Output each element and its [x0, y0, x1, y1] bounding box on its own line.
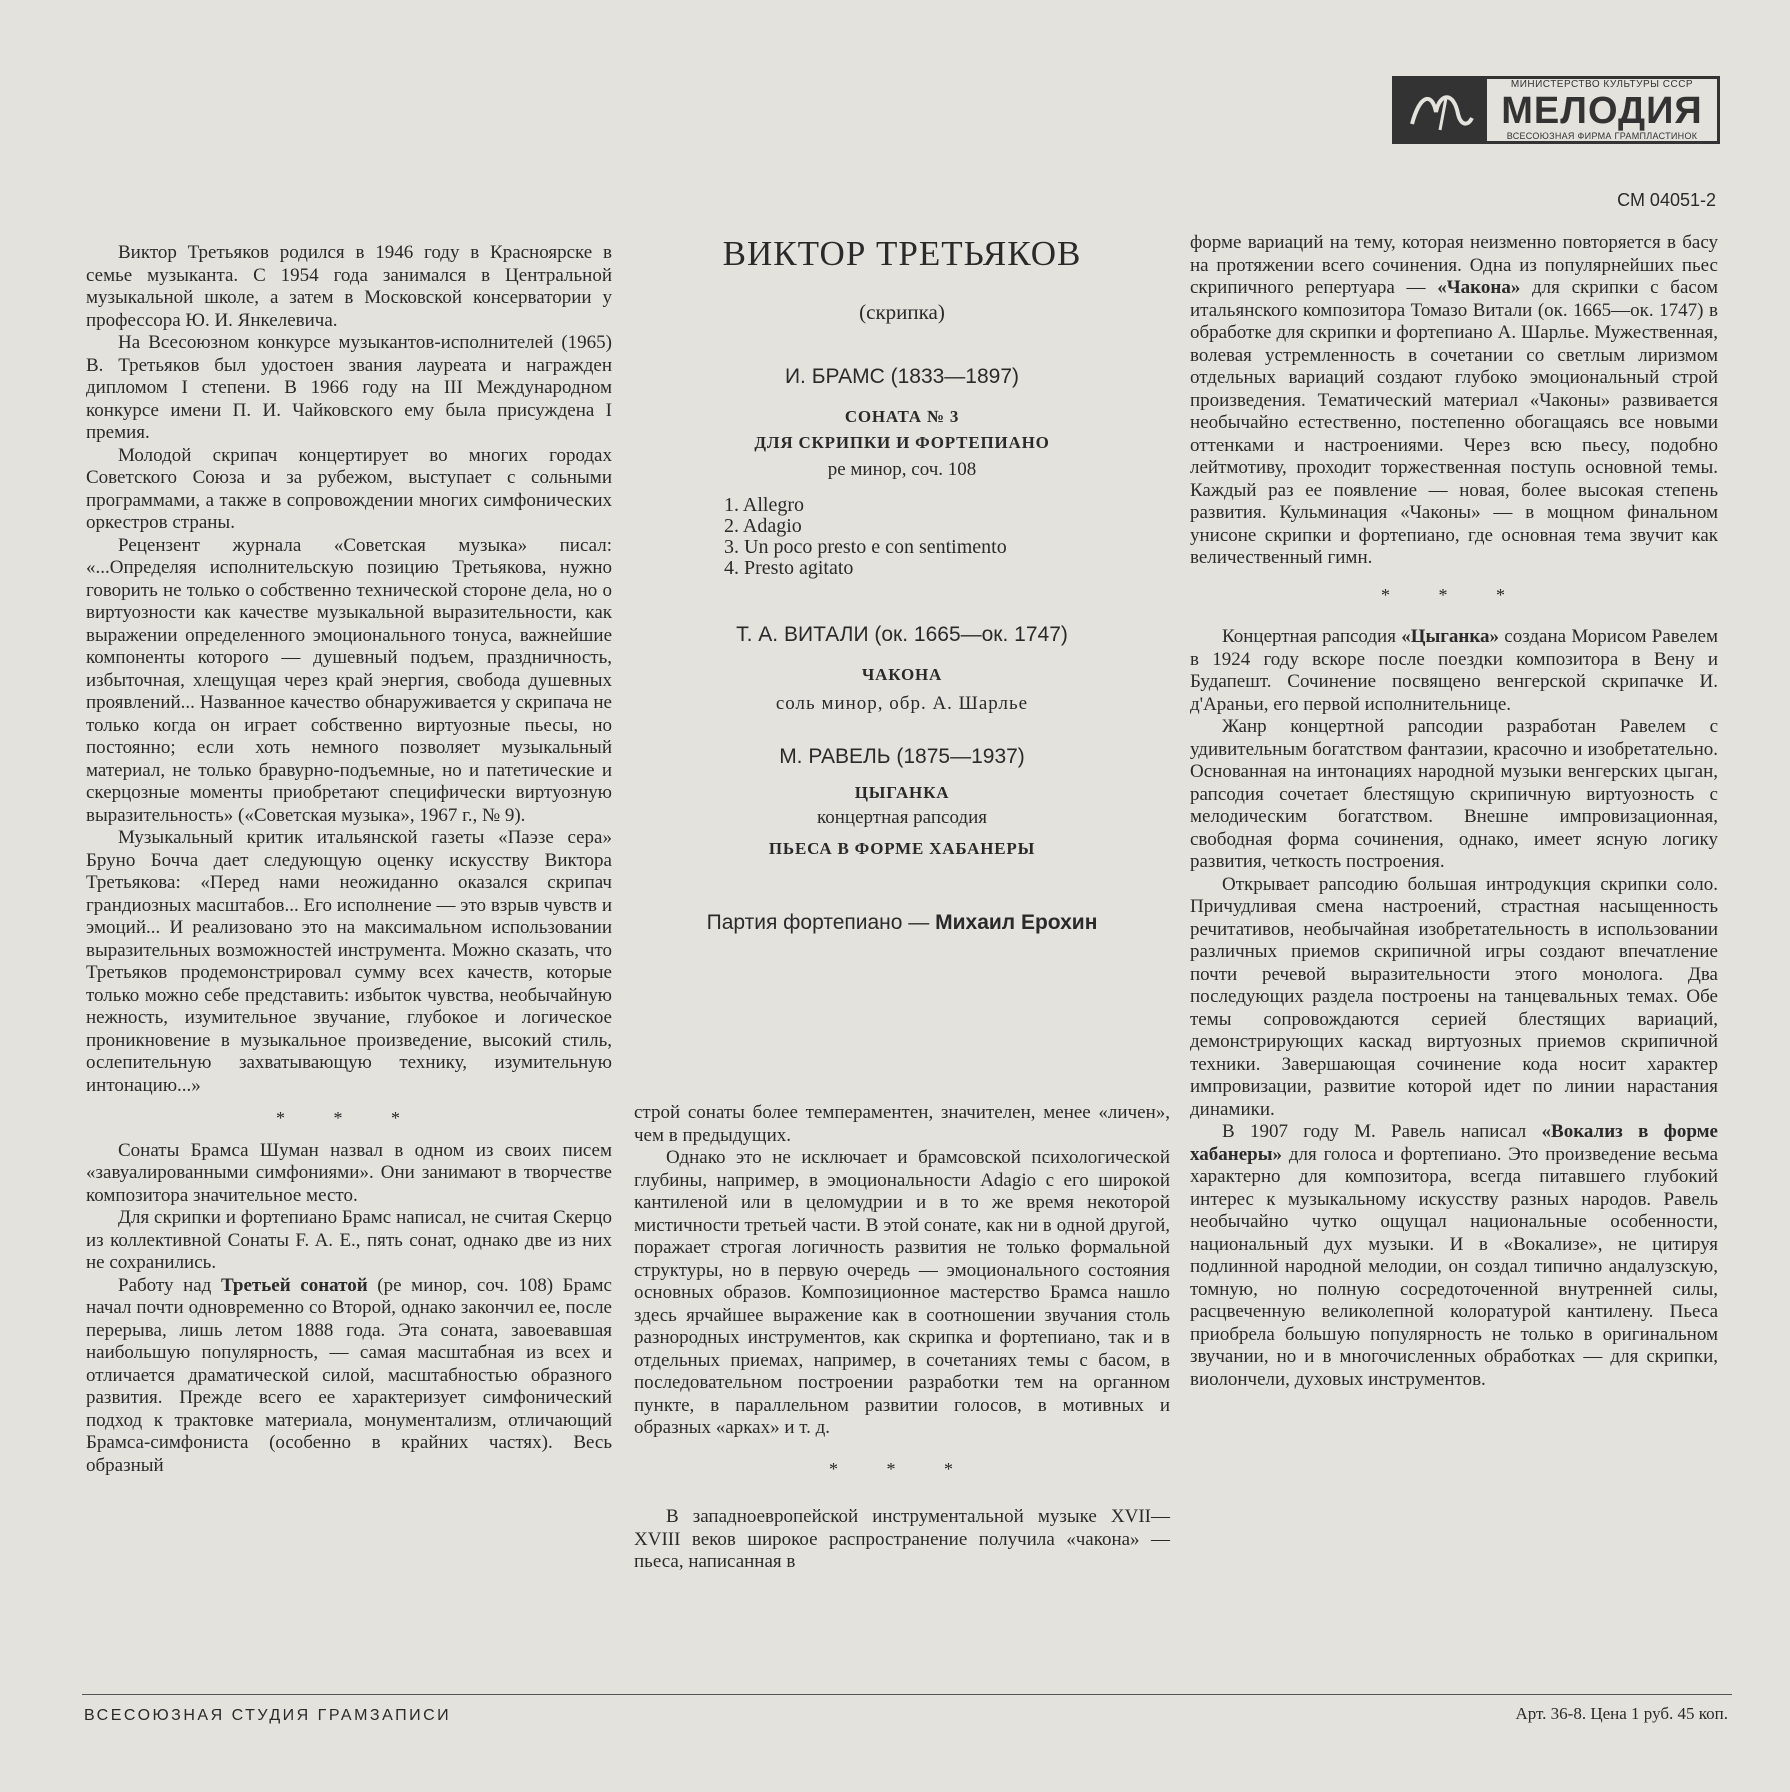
paragraph: Жанр концертной рапсодии разработан Равелем с удивительным богатством фантазии, красочно и изобретательно. Основанная на интонациях народной музыки венгерских цыган, рапсодия сочетает блестящую скрипичную виртуозность с мелодическим богатством. Внешне импровизационная, свободная форма сочинения, однако, имеет ясную логику развития, четкость построения. — [1190, 716, 1718, 872]
program-listing — [634, 230, 1170, 935]
artist-name: ВИКТОР ТРЕТЬЯКОВ — [722, 234, 1082, 273]
text: Концертная рапсодия — [1222, 626, 1402, 647]
logo-ministry: МИНИСТЕРСТВО КУЛЬТУРЫ СССР — [1510, 78, 1694, 90]
bold-text: «Чакона» — [1437, 277, 1521, 298]
bold-text: «Вокализ в форме хабанеры» — [1190, 1121, 1718, 1165]
paragraph: строй сонаты более темпераментен, значителен, менее «личен», чем в предыдущих. — [634, 1102, 1170, 1146]
paragraph: Рецензент журнала «Советская музыка» писал: «...Определяя исполнительскую позицию Третьякова, нужно говорить не только о собственно технической стороне дела, но о виртуозности как качестве музыкальной выразительности, как выражении определенного эмоционального тонуса, важнейшие компоненты которого — душевный подъем, праздничность, избыточная, хлещущая через край энергия, свобода душевных проявлений... Названное качество обнаруживается у скрипача не только когда он играет собственно виртуозные пьесы, но постоянно; если хоть немного позволяет музыкальный материал, не только бравурно-подъемные, но и патетические и скерцозные моменты приобретают специфически виртуозную выразительность» («Советская музыка», 1967 г., № 9). — [86, 534, 612, 826]
movement: 3. Un poco presto e con sentimento — [724, 536, 1007, 558]
work-key: соль минор, обр. А. Шарлье — [775, 693, 1029, 714]
work-title: ЧАКОНА — [861, 665, 943, 684]
middle-column — [634, 1102, 1170, 1574]
logo-text — [1487, 80, 1717, 141]
piano-credit — [634, 911, 1170, 935]
studio-name: ВСЕСОЮЗНАЯ СТУДИЯ ГРАМЗАПИСИ — [84, 1707, 452, 1724]
price-info: Арт. 36-8. Цена 1 руб. 45 коп. — [1515, 1704, 1728, 1723]
text: создана Морисом Равелем в 1924 году вскоре после поездки композитора в Вену и Будапешт. Сочинение посвящено венгерской скрипачке И. д'Араньи, его первой исполнительнице. — [1190, 626, 1718, 715]
bold-text: Третьей сонатой — [220, 1274, 368, 1296]
footer-divider — [82, 1694, 1732, 1695]
paragraph: Сонаты Брамса Шуман назвал в одном из своих писем «завуалированными симфониями». Они занимают в творчестве композитора значительное место. — [86, 1139, 612, 1206]
paragraph: Однако это не исключает и брамсовской психологической глубины, например, в эмоциональности Adagio с его широкой кантиленой или в целомудрии и в то же время некоторой мистичности третьей части. В этой сонате, как ни в одной другой, поражает строгая логичность развития не только формальной структуры, но в первую очередь — эмоционального состояния основных образов. Композиционное мастерство Брамса нашло здесь ярчайшее выражение как в соотношении звучания столь разнородных инструментов, как скрипка и фортепиано, так и в отдельных приемах, например, в сочетаниях темы с басом, в последовательном построении разработки тем на органном пункте, в параллельном развитии голосов, в мотивных и образных «арках» и т. д. — [634, 1147, 1170, 1438]
composer-vitali: Т. А. ВИТАЛИ (ок. 1665—ок. 1747) — [736, 623, 1068, 646]
left-column — [86, 242, 612, 1477]
logo-name: МЕЛОДИЯ — [1501, 89, 1703, 132]
catalog-number: СМ 04051-2 — [1617, 190, 1716, 210]
composer-ravel: М. РАВЕЛЬ (1875—1937) — [779, 745, 1025, 768]
movement: 1. Allegro — [724, 494, 804, 516]
paragraph — [1190, 232, 1718, 570]
text: для скрипки с басом итальянского композитора Томазо Витали (ок. 1665—ок. 1747) в обработке для скрипки и фортепиано А. Шарлье. Мужественная, волевая устремленность в сочетании со светлым лиризмом отдельных вариаций создают глубоко эмоциональный строй произведения. Тематический материал «Чаконы» развивается необычайно естественно, постепенно обогащаясь все новыми оттенками и настроениями. Через всю пьесу, подобно лейтмотиву, проходит торжественная поступь основной темы. Каждый раз ее появление — новая, более высокая степень развития. Кульминация «Чаконы» — в мощном финальном унисоне скрипки и фортепиано, где основная тема звучит как величественный гимн. — [1190, 277, 1718, 568]
melodiya-emblem-icon — [1395, 79, 1487, 141]
piano-label: Партия фортепиано — — [706, 911, 936, 934]
work-subtitle: концертная рапсодия — [817, 807, 987, 828]
work-title: ДЛЯ СКРИПКИ И ФОРТЕПИАНО — [754, 433, 1050, 452]
section-divider: * * * — [276, 1108, 422, 1128]
work-title: ПЬЕСА В ФОРМЕ ХАБАНЕРЫ — [768, 839, 1036, 858]
paragraph: В западноевропейской инструментальной музыке XVII—XVIII веков широкое распространение получила «чакона» — пьеса, написанная в — [634, 1506, 1170, 1572]
text: В 1907 году М. Равель написал — [1222, 1121, 1542, 1142]
composer-brahms: И. БРАМС (1833—1897) — [784, 365, 1020, 388]
melodiya-logo — [1392, 76, 1720, 144]
section-divider: * * * — [1381, 584, 1527, 605]
paragraph — [1190, 626, 1718, 716]
paragraph: Открывает рапсодию большая интродукция скрипки соло. Причудливая смена настроений, страстная насыщенность речитативов, необычайная изобретательность в использовании различных приемов скрипичной игры создают впечатление почти речевой выразительности этого монолога. Два последующих раздела построены на танцевальных темах. Обе темы сопровождаются серией блестящих вариаций, демонстрирующих каскад виртуозных приемов скрипичной техники. Завершающая сочинение кода носит характер импровизации, развитие которой идет по линии нарастания динамики. — [1190, 873, 1718, 1120]
right-column — [1190, 232, 1718, 1391]
text: для голоса и фортепиано. Это произведение весьма характерно для композитора, всегда питавшего глубокий интерес к музыкальному искусству разных народов. Равель необычайно чутко ощущал национальные особенности, национальный дух музыки. И в «Вокализе», не цитируя подлинной народной мелодии, он создал типично андалузскую, томную, но полную сосредоточенной внутренней силы, расцвеченную великолепной колоратурой кантилену. Пьеса приобрела большую популярность не только в оригинальном звучании, но и в многочисленных обработках — для скрипки, виолончели, духовых инструментов. — [1190, 1143, 1718, 1390]
logo-firm: ВСЕСОЮЗНАЯ ФИРМА ГРАМПЛАСТИНОК — [1506, 130, 1698, 141]
paragraph — [1190, 1121, 1718, 1391]
text: (ре минор, соч. 108) Брамс начал почти одновременно со Второй, однако закончил ее, после перерыва, лишь летом 1888 года. Эта соната, завоевавшая наибольшую популярность, — самая масштабная из всех и отличается драматической силой, масштабностью образного развития. Прежде всего ее характеризует симфонический подход к трактовке материала, монументализм, отличающий Брамса-симфониста (особенно в крайних частях). Весь образный — [86, 1274, 612, 1476]
work-title: СОНАТА № 3 — [844, 407, 960, 426]
paragraph — [86, 1275, 612, 1478]
paragraph: Музыкальный критик итальянской газеты «Паэзе сера» Бруно Бочча дает следующую оценку искусству Виктора Третьякова: «Перед нами неожиданно оказался скрипач грандиозных масштабов... Его исполнение — это взрыв чувств и эмоций... И реализовано это на максимальном использовании выразительных возможностей инструмента. Можно сказать, что Третьяков продемонстрировал сумму всех качеств, которые только можно себе представить: избыток чувства, необычайную нежность, изумительное звучание, глубокое и логическое проникновение в музыкальное произведение, высокий стиль, ослепительную захватывающую технику, изумительную интонацию...» — [86, 827, 612, 1096]
paragraph: Молодой скрипач концертирует во многих городах Советского Союза и за рубежом, выступает с сольными программами, а также в сопровождении многих симфонических оркестров страны. — [86, 444, 612, 533]
work-title: ЦЫГАНКА — [854, 783, 950, 802]
text: Работу над — [118, 1274, 221, 1296]
movement-list — [724, 495, 1170, 579]
pianist-name: Михаил Ерохин — [935, 911, 1098, 934]
paragraph: Виктор Третьяков родился в 1946 году в Красноярске в семье музыканта. С 1954 года занимался в Центральной музыкальной школе, а затем в Московской консерватории у профессора Ю. И. Янкелевича. — [86, 242, 612, 331]
artist-instrument: (скрипка) — [859, 300, 945, 324]
paragraph: На Всесоюзном конкурсе музыкантов-исполнителей (1965) В. Третьяков был удостоен звания лауреата и награжден дипломом I степени. В 1966 году на III Международном конкурсе имени П. И. Чайковского ему была присуждена I премия. — [86, 332, 612, 443]
section-divider: * * * — [829, 1458, 975, 1479]
work-key: ре минор, соч. 108 — [827, 459, 977, 480]
paragraph: Для скрипки и фортепиано Брамс написал, не считая Скерцо из коллективной Сонаты F. A. E., пять сонат, однако две из них не сохранились. — [86, 1207, 612, 1273]
movement: 4. Presto agitato — [724, 557, 854, 579]
bold-text: «Цыганка» — [1401, 626, 1500, 647]
text: форме вариаций на тему, которая неизменно повторяется в басу на протяжении всего сочинения. Одна из популярнейших пьес скрипичного репертуара — — [1190, 232, 1718, 298]
movement: 2. Adagio — [724, 515, 802, 537]
